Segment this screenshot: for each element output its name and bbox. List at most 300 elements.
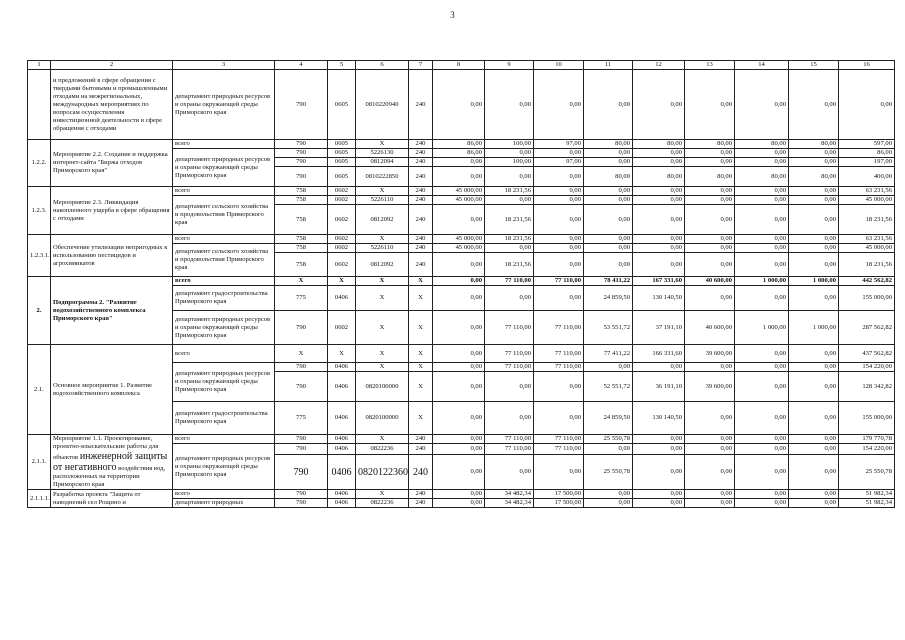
amount-cell: 51 982,34 xyxy=(839,490,895,499)
amount-cell: 0,00 xyxy=(485,70,534,140)
amount-cell: 0,00 xyxy=(433,363,485,372)
code-grbs: 790 xyxy=(275,435,328,444)
amount-cell: 77 110,00 xyxy=(485,444,534,455)
amount-cell: 77 110,00 xyxy=(534,435,584,444)
code-rzpr: X xyxy=(328,277,356,286)
code-rzpr: X xyxy=(328,345,356,363)
code-vr: X xyxy=(409,311,433,345)
amount-cell: 0,00 xyxy=(789,244,839,253)
item-title: Подпрограмма 2. "Развитие водохозяйственного комплекса Приморского края" xyxy=(51,277,173,345)
amount-cell: 0,00 xyxy=(685,149,735,158)
amount-cell: 17 500,00 xyxy=(534,499,584,508)
code-rzpr: 0602 xyxy=(328,253,356,277)
amount-cell: 86,00 xyxy=(433,149,485,158)
amount-cell: 0,00 xyxy=(789,372,839,402)
amount-cell: 34 482,34 xyxy=(485,490,534,499)
item-title: Мероприятие 2.3. Ликвидация накопленного ущерба в сфере обращения с отходами xyxy=(51,187,173,235)
code-vr: 240 xyxy=(409,455,433,490)
amount-cell: 0,00 xyxy=(534,286,584,311)
amount-cell: 0,00 xyxy=(685,444,735,455)
amount-cell: 24 859,50 xyxy=(584,402,633,435)
code-grbs: 758 xyxy=(275,187,328,196)
amount-cell: 0,00 xyxy=(433,345,485,363)
column-header: 3 xyxy=(173,61,275,70)
code-csr: 0810220940 xyxy=(356,70,409,140)
column-header: 10 xyxy=(534,61,584,70)
amount-cell: 40 600,00 xyxy=(685,277,735,286)
code-rzpr: 0605 xyxy=(328,167,356,187)
amount-cell: 0,00 xyxy=(735,345,789,363)
amount-cell: 0,00 xyxy=(633,490,685,499)
column-header: 15 xyxy=(789,61,839,70)
code-vr: X xyxy=(409,286,433,311)
amount-cell: 0,00 xyxy=(485,455,534,490)
code-rzpr: 0605 xyxy=(328,158,356,167)
responsible-executor: департамент природных ресурсов и охраны окружающей среды Приморского края xyxy=(173,363,275,402)
code-grbs: 758 xyxy=(275,196,328,205)
responsible-executor: всего xyxy=(173,277,275,286)
code-rzpr: 0406 xyxy=(328,402,356,435)
amount-cell: 0,00 xyxy=(485,149,534,158)
amount-cell: 0,00 xyxy=(485,167,534,187)
amount-cell: 0,00 xyxy=(633,205,685,235)
responsible-executor: всего xyxy=(173,235,275,244)
code-csr: X xyxy=(356,490,409,499)
code-rzpr: 0406 xyxy=(328,372,356,402)
amount-cell: 0,00 xyxy=(433,402,485,435)
amount-cell: 0,00 xyxy=(735,363,789,372)
item-number: 1.2.3.1. xyxy=(28,235,51,277)
amount-cell: 0,00 xyxy=(735,149,789,158)
page-number: 3 xyxy=(450,10,455,20)
responsible-executor: департамент градостроительства Приморского края xyxy=(173,286,275,311)
amount-cell: 18 231,56 xyxy=(485,235,534,244)
amount-cell: 442 562,82 xyxy=(839,277,895,286)
amount-cell: 0,00 xyxy=(735,235,789,244)
code-csr: 5226110 xyxy=(356,244,409,253)
amount-cell: 40 600,00 xyxy=(685,311,735,345)
responsible-executor: всего xyxy=(173,140,275,149)
amount-cell: 0,00 xyxy=(584,158,633,167)
responsible-executor: департамент сельского хозяйства и продовольствия Приморского края xyxy=(173,244,275,277)
amount-cell: 154 220,00 xyxy=(839,444,895,455)
amount-cell: 0,00 xyxy=(735,499,789,508)
amount-cell: 80,00 xyxy=(735,167,789,187)
amount-cell: 0,00 xyxy=(433,490,485,499)
code-csr: 0812092 xyxy=(356,253,409,277)
code-rzpr: 0406 xyxy=(328,455,356,490)
column-header: 6 xyxy=(356,61,409,70)
code-rzpr: 0602 xyxy=(328,205,356,235)
code-grbs: X xyxy=(275,345,328,363)
amount-cell: 0,00 xyxy=(789,444,839,455)
amount-cell: 97,00 xyxy=(534,158,584,167)
code-csr: 5226130 xyxy=(356,149,409,158)
amount-cell: 34 482,34 xyxy=(485,499,534,508)
amount-cell: 77 110,00 xyxy=(534,363,584,372)
header-row xyxy=(28,61,895,70)
amount-cell: 0,00 xyxy=(633,435,685,444)
amount-cell: 77 110,00 xyxy=(534,311,584,345)
column-header: 11 xyxy=(584,61,633,70)
column-header: 2 xyxy=(51,61,173,70)
column-header: 5 xyxy=(328,61,356,70)
column-header: 9 xyxy=(485,61,534,70)
code-vr: 240 xyxy=(409,499,433,508)
column-header: 13 xyxy=(685,61,735,70)
amount-cell: 0,00 xyxy=(685,435,735,444)
item-title: Мероприятие 2.2. Создание и поддержка интернет-сайта "Биржа отходов Приморского края" xyxy=(51,140,173,187)
code-vr: 240 xyxy=(409,187,433,196)
amount-cell: 80,00 xyxy=(685,140,735,149)
code-grbs: 790 xyxy=(275,372,328,402)
code-vr: X xyxy=(409,363,433,372)
amount-cell: 0,00 xyxy=(735,444,789,455)
amount-cell: 77 110,00 xyxy=(534,444,584,455)
code-vr: 240 xyxy=(409,235,433,244)
amount-cell: 45 000,00 xyxy=(839,244,895,253)
code-rzpr: 0602 xyxy=(328,196,356,205)
column-header: 1 xyxy=(28,61,51,70)
amount-cell: 18 231,56 xyxy=(485,187,534,196)
amount-cell: 0,00 xyxy=(485,286,534,311)
amount-cell: 166 331,60 xyxy=(633,345,685,363)
amount-cell: 0,00 xyxy=(534,70,584,140)
code-grbs: 790 xyxy=(275,444,328,455)
amount-cell: 0,00 xyxy=(735,490,789,499)
amount-cell: 0,00 xyxy=(685,158,735,167)
amount-cell: 0,00 xyxy=(485,244,534,253)
column-header: 12 xyxy=(633,61,685,70)
amount-cell: 0,00 xyxy=(433,158,485,167)
table-row xyxy=(28,435,895,444)
amount-cell: 39 600,00 xyxy=(685,372,735,402)
amount-cell: 0,00 xyxy=(685,196,735,205)
amount-cell: 597,00 xyxy=(839,140,895,149)
amount-cell: 0,00 xyxy=(735,70,789,140)
amount-cell: 17 500,00 xyxy=(534,490,584,499)
amount-cell: 1 000,00 xyxy=(789,277,839,286)
code-grbs: 790 xyxy=(275,455,328,490)
table-row xyxy=(28,70,895,140)
code-rzpr: 0605 xyxy=(328,70,356,140)
responsible-executor: всего xyxy=(173,435,275,444)
item-title-part: воздействия вод, расположенных на территории Приморского края xyxy=(53,465,166,488)
amount-cell: 80,00 xyxy=(789,140,839,149)
amount-cell: 39 600,00 xyxy=(685,345,735,363)
code-grbs: 790 xyxy=(275,499,328,508)
amount-cell: 0,00 xyxy=(633,244,685,253)
code-vr: 240 xyxy=(409,205,433,235)
code-csr: X xyxy=(356,187,409,196)
amount-cell: 0,00 xyxy=(584,490,633,499)
amount-cell: 0,00 xyxy=(789,187,839,196)
table-row xyxy=(28,345,895,363)
amount-cell: 0,00 xyxy=(433,253,485,277)
amount-cell: 53 551,72 xyxy=(584,311,633,345)
amount-cell: 0,00 xyxy=(584,363,633,372)
column-header: 8 xyxy=(433,61,485,70)
amount-cell: 0,00 xyxy=(534,372,584,402)
amount-cell: 100,00 xyxy=(485,140,534,149)
amount-cell: 80,00 xyxy=(685,167,735,187)
amount-cell: 400,00 xyxy=(839,167,895,187)
amount-cell: 0,00 xyxy=(534,167,584,187)
code-vr: 240 xyxy=(409,490,433,499)
amount-cell: 0,00 xyxy=(584,205,633,235)
item-number: 2. xyxy=(28,277,51,345)
code-grbs: 790 xyxy=(275,490,328,499)
amount-cell: 77 110,00 xyxy=(534,345,584,363)
code-vr: 240 xyxy=(409,167,433,187)
responsible-executor: всего xyxy=(173,490,275,499)
code-vr: 240 xyxy=(409,158,433,167)
amount-cell: 0,00 xyxy=(633,149,685,158)
budget-table xyxy=(27,60,895,508)
code-vr: 240 xyxy=(409,140,433,149)
amount-cell: 63 231,56 xyxy=(839,187,895,196)
amount-cell: 0,00 xyxy=(633,444,685,455)
code-grbs: 758 xyxy=(275,244,328,253)
code-grbs: 758 xyxy=(275,253,328,277)
amount-cell: 0,00 xyxy=(433,286,485,311)
amount-cell: 0,00 xyxy=(633,253,685,277)
code-csr: X xyxy=(356,363,409,372)
amount-cell: 0,00 xyxy=(584,196,633,205)
code-grbs: 790 xyxy=(275,363,328,372)
amount-cell: 0,00 xyxy=(735,435,789,444)
amount-cell: 0,00 xyxy=(789,235,839,244)
code-csr: X xyxy=(356,435,409,444)
code-csr: X xyxy=(356,235,409,244)
item-number xyxy=(28,70,51,140)
amount-cell: 0,00 xyxy=(789,363,839,372)
code-vr: X xyxy=(409,345,433,363)
code-csr: 0820100000 xyxy=(356,372,409,402)
amount-cell: 0,00 xyxy=(534,253,584,277)
amount-cell: 86,00 xyxy=(839,149,895,158)
code-csr: 0822236 xyxy=(356,499,409,508)
amount-cell: 0,00 xyxy=(789,158,839,167)
amount-cell: 437 562,82 xyxy=(839,345,895,363)
amount-cell: 0,00 xyxy=(433,167,485,187)
amount-cell: 18 231,56 xyxy=(485,205,534,235)
amount-cell: 25 550,78 xyxy=(839,455,895,490)
amount-cell: 0,00 xyxy=(584,244,633,253)
table-row xyxy=(28,235,895,244)
amount-cell: 0,00 xyxy=(789,499,839,508)
code-grbs: 790 xyxy=(275,158,328,167)
amount-cell: 77 411,22 xyxy=(584,345,633,363)
amount-cell: 0,00 xyxy=(433,444,485,455)
amount-cell: 0,00 xyxy=(685,187,735,196)
code-grbs: 790 xyxy=(275,149,328,158)
amount-cell: 0,00 xyxy=(685,235,735,244)
code-rzpr: 0605 xyxy=(328,149,356,158)
column-header: 4 xyxy=(275,61,328,70)
amount-cell: 0,00 xyxy=(685,402,735,435)
code-rzpr: 0406 xyxy=(328,444,356,455)
table-row xyxy=(28,490,895,499)
amount-cell: 80,00 xyxy=(584,167,633,187)
code-grbs: X xyxy=(275,277,328,286)
amount-cell: 77 110,00 xyxy=(485,277,534,286)
code-vr: 240 xyxy=(409,244,433,253)
amount-cell: 0,00 xyxy=(433,435,485,444)
amount-cell: 0,00 xyxy=(433,372,485,402)
item-title-part: Мероприятие 1.1. Проектирование, проектно-изыскательские работы для объектов xyxy=(53,435,159,461)
amount-cell: 0,00 xyxy=(735,244,789,253)
amount-cell: 77 110,00 xyxy=(485,363,534,372)
amount-cell: 0,00 xyxy=(633,196,685,205)
amount-cell: 0,00 xyxy=(534,402,584,435)
table-row xyxy=(28,277,895,286)
amount-cell: 52 551,72 xyxy=(584,372,633,402)
code-grbs: 775 xyxy=(275,286,328,311)
code-csr: X xyxy=(356,286,409,311)
amount-cell: 0,00 xyxy=(433,70,485,140)
amount-cell: 0,00 xyxy=(534,205,584,235)
amount-cell: 18 231,56 xyxy=(839,205,895,235)
amount-cell: 0,00 xyxy=(685,253,735,277)
item-title xyxy=(51,435,173,490)
code-csr: 0812092 xyxy=(356,205,409,235)
code-rzpr: 0602 xyxy=(328,187,356,196)
code-csr: X xyxy=(356,140,409,149)
amount-cell: 0,00 xyxy=(584,149,633,158)
amount-cell: 25 550,78 xyxy=(584,455,633,490)
amount-cell: 0,00 xyxy=(735,205,789,235)
amount-cell: 0,00 xyxy=(584,253,633,277)
code-csr: X xyxy=(356,277,409,286)
code-csr: X xyxy=(356,345,409,363)
amount-cell: 86,00 xyxy=(433,140,485,149)
amount-cell: 0,00 xyxy=(735,286,789,311)
amount-cell: 77 110,00 xyxy=(485,435,534,444)
amount-cell: 77 110,00 xyxy=(485,311,534,345)
amount-cell: 0,00 xyxy=(633,235,685,244)
amount-cell: 154 220,00 xyxy=(839,363,895,372)
column-header: 16 xyxy=(839,61,895,70)
item-title: Основное мероприятие 1. Развитие водохозяйственного комплекса xyxy=(51,345,173,435)
code-rzpr: 0602 xyxy=(328,244,356,253)
amount-cell: 0,00 xyxy=(633,455,685,490)
amount-cell: 0,00 xyxy=(789,286,839,311)
code-csr: 5226110 xyxy=(356,196,409,205)
amount-cell: 0,00 xyxy=(534,235,584,244)
code-grbs: 790 xyxy=(275,167,328,187)
amount-cell: 179 770,78 xyxy=(839,435,895,444)
amount-cell: 0,00 xyxy=(735,158,789,167)
code-vr: X xyxy=(409,402,433,435)
amount-cell: 77 110,00 xyxy=(534,277,584,286)
amount-cell: 0,00 xyxy=(584,499,633,508)
code-csr: 0822236 xyxy=(356,444,409,455)
code-vr: X xyxy=(409,277,433,286)
amount-cell: 0,00 xyxy=(685,490,735,499)
amount-cell: 0,00 xyxy=(633,158,685,167)
amount-cell: 45 000,00 xyxy=(433,244,485,253)
amount-cell: 0,00 xyxy=(685,363,735,372)
amount-cell: 287 562,82 xyxy=(839,311,895,345)
amount-cell: 0,00 xyxy=(839,70,895,140)
responsible-executor: департамент градостроительства Приморского края xyxy=(173,402,275,435)
amount-cell: 0,00 xyxy=(633,70,685,140)
code-grbs: 790 xyxy=(275,311,328,345)
amount-cell: 1 000,00 xyxy=(789,311,839,345)
amount-cell: 0,00 xyxy=(485,196,534,205)
amount-cell: 0,00 xyxy=(685,286,735,311)
table-row xyxy=(28,140,895,149)
responsible-executor: всего xyxy=(173,187,275,196)
responsible-executor: департамент природных ресурсов и охраны окружающей среды Приморского края xyxy=(173,70,275,140)
amount-cell: 0,00 xyxy=(584,235,633,244)
item-number: 1.2.2. xyxy=(28,140,51,187)
amount-cell: 45 000,00 xyxy=(433,196,485,205)
amount-cell: 0,00 xyxy=(485,372,534,402)
amount-cell: 130 140,50 xyxy=(633,402,685,435)
amount-cell: 0,00 xyxy=(789,455,839,490)
amount-cell: 45 000,00 xyxy=(433,235,485,244)
amount-cell: 18 231,56 xyxy=(485,253,534,277)
amount-cell: 80,00 xyxy=(789,167,839,187)
amount-cell: 0,00 xyxy=(789,402,839,435)
amount-cell: 0,00 xyxy=(735,372,789,402)
amount-cell: 167 331,60 xyxy=(633,277,685,286)
amount-cell: 0,00 xyxy=(685,455,735,490)
amount-cell: 0,00 xyxy=(534,196,584,205)
item-number: 2.1. xyxy=(28,345,51,435)
amount-cell: 24 859,50 xyxy=(584,286,633,311)
amount-cell: 18 231,56 xyxy=(839,253,895,277)
amount-cell: 0,00 xyxy=(433,277,485,286)
code-grbs: 790 xyxy=(275,70,328,140)
amount-cell: 37 191,10 xyxy=(633,311,685,345)
amount-cell: 0,00 xyxy=(735,196,789,205)
item-number: 1.2.3. xyxy=(28,187,51,235)
column-header: 7 xyxy=(409,61,433,70)
code-vr: 240 xyxy=(409,196,433,205)
code-vr: 240 xyxy=(409,435,433,444)
amount-cell: 0,00 xyxy=(534,455,584,490)
code-csr: 0810222850 xyxy=(356,167,409,187)
code-vr: 240 xyxy=(409,70,433,140)
amount-cell: 0,00 xyxy=(789,196,839,205)
code-grbs: 758 xyxy=(275,235,328,244)
responsible-executor: департамент природных ресурсов и охраны окружающей среды Приморского края xyxy=(173,444,275,490)
responsible-executor: департамент природных xyxy=(173,499,275,508)
amount-cell: 0,00 xyxy=(735,455,789,490)
code-rzpr: 0406 xyxy=(328,435,356,444)
amount-cell: 51 982,34 xyxy=(839,499,895,508)
code-csr: 0812094 xyxy=(356,158,409,167)
amount-cell: 1 000,00 xyxy=(735,277,789,286)
code-rzpr: 0406 xyxy=(328,286,356,311)
code-rzpr: 0605 xyxy=(328,140,356,149)
responsible-executor: департамент природных ресурсов и охраны окружающей среды Приморского края xyxy=(173,311,275,345)
amount-cell: 36 191,10 xyxy=(633,372,685,402)
amount-cell: 130 140,50 xyxy=(633,286,685,311)
code-rzpr: 0602 xyxy=(328,311,356,345)
amount-cell: 0,00 xyxy=(584,70,633,140)
amount-cell: 80,00 xyxy=(584,140,633,149)
amount-cell: 0,00 xyxy=(735,253,789,277)
amount-cell: 45 000,00 xyxy=(433,187,485,196)
amount-cell: 0,00 xyxy=(433,205,485,235)
item-title: и предложений в сфере обращения с твердыми бытовыми и промышленными отходами на межрегиональных, международных мероприятиях по вопросам осуществления инвестиционной деятельности в сфере обращения с отходами xyxy=(51,70,173,140)
amount-cell: 0,00 xyxy=(584,187,633,196)
amount-cell: 0,00 xyxy=(789,149,839,158)
